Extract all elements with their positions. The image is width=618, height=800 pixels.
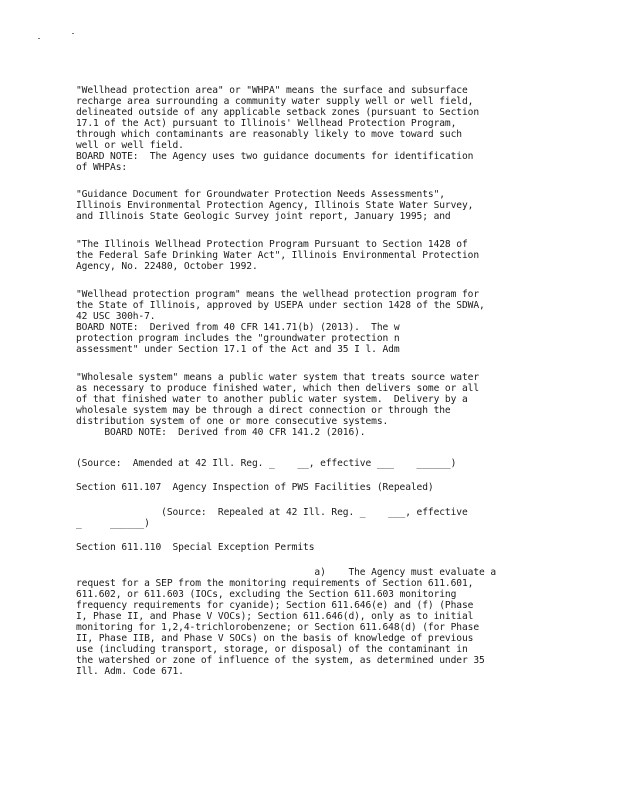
text-line: delineated outside of any applicable setback zones (pursuant to Section xyxy=(76,107,479,118)
text-line: of WHPAs: xyxy=(76,162,128,173)
text-line: "Wellhead protection area" or "WHPA" means the surface and subsurface xyxy=(76,85,468,96)
text-line: "Wholesale system" means a public water system that treats source water xyxy=(76,372,479,383)
section-heading-611-107: Section 611.107 Agency Inspection of PWS Facilities (Repealed) xyxy=(76,482,434,493)
board-note: BOARD NOTE: Derived from 40 CFR 141.2 (2016). xyxy=(76,427,366,438)
text-line: the Federal Safe Drinking Water Act", Illinois Environmental Protection xyxy=(76,250,479,261)
text-line: as necessary to produce finished water, which then delivers some or all xyxy=(76,383,479,394)
text-line: distribution system of one or more consecutive systems. xyxy=(76,416,389,427)
text-line: "Wellhead protection program" means the wellhead protection program for xyxy=(76,289,479,300)
text-line: use (including transport, storage, or disposal) of the contaminant in xyxy=(76,644,468,655)
text-line: 42 USC 300h-7. xyxy=(76,311,156,322)
text-line: recharge area surrounding a community water supply well or well field, xyxy=(76,96,474,107)
text-line: Agency, No. 22480, October 1992. xyxy=(76,261,258,272)
text-line: of that finished water to another public water system. Delivery by a xyxy=(76,394,468,405)
text-line: Illinois Environmental Protection Agency, Illinois State Water Survey, xyxy=(76,200,474,211)
text-line: monitoring for 1,2,4-trichlorobenzene; or Section 611.648(d) (for Phase xyxy=(76,622,479,633)
text-line: wholesale system may be through a direct connection or through the xyxy=(76,405,451,416)
text-line: II, Phase IIB, and Phase V SOCs) on the basis of knowledge of previous xyxy=(76,633,474,644)
text-line: 611.602, or 611.603 (IOCs, excluding the Section 611.603 monitoring xyxy=(76,589,457,600)
text-line: the watershed or zone of influence of the system, as determined under 35 xyxy=(76,655,485,666)
text-line: (Source: Repealed at 42 Ill. Reg. _ ___, effective xyxy=(76,507,468,518)
source-note: (Source: Amended at 42 Ill. Reg. _ __, effective ___ ______) xyxy=(76,458,457,469)
text-line: request for a SEP from the monitoring requirements of Section 611.601, xyxy=(76,578,474,589)
text-line: frequency requirements for cyanide); Section 611.646(e) and (f) (Phase xyxy=(76,600,474,611)
text-line: 17.1 of the Act) pursuant to Illinois' Wellhead Protection Program, xyxy=(76,118,457,129)
text-line: I, Phase II, and Phase V VOCs); Section 611.646(d), only as to initial xyxy=(76,611,474,622)
text-line: _ ______) xyxy=(76,518,150,529)
text-line: the State of Illinois, approved by USEPA under section 1428 of the SDWA, xyxy=(76,300,485,311)
text-line: assessment" under Section 17.1 of the Act and 35 I l. Adm xyxy=(76,344,400,355)
scan-speck xyxy=(38,38,40,39)
scan-speck xyxy=(72,33,74,34)
text-line: Ill. Adm. Code 671. xyxy=(76,666,184,677)
text-line: well or well field. xyxy=(76,140,184,151)
section-heading-611-110: Section 611.110 Special Exception Permits xyxy=(76,542,315,553)
text-line: through which contaminants are reasonably likely to move toward such xyxy=(76,129,462,140)
text-line: protection program includes the "groundwater protection n xyxy=(76,333,400,344)
board-note: BOARD NOTE: Derived from 40 CFR 141.71(b) (2013). The w xyxy=(76,322,400,333)
text-line: "The Illinois Wellhead Protection Program Pursuant to Section 1428 of xyxy=(76,239,468,250)
board-note: BOARD NOTE: The Agency uses two guidance documents for identification xyxy=(76,151,474,162)
text-line: and Illinois State Geologic Survey joint report, January 1995; and xyxy=(76,211,451,222)
text-line: a) The Agency must evaluate a xyxy=(76,567,497,578)
text-line: "Guidance Document for Groundwater Protection Needs Assessments", xyxy=(76,189,445,200)
